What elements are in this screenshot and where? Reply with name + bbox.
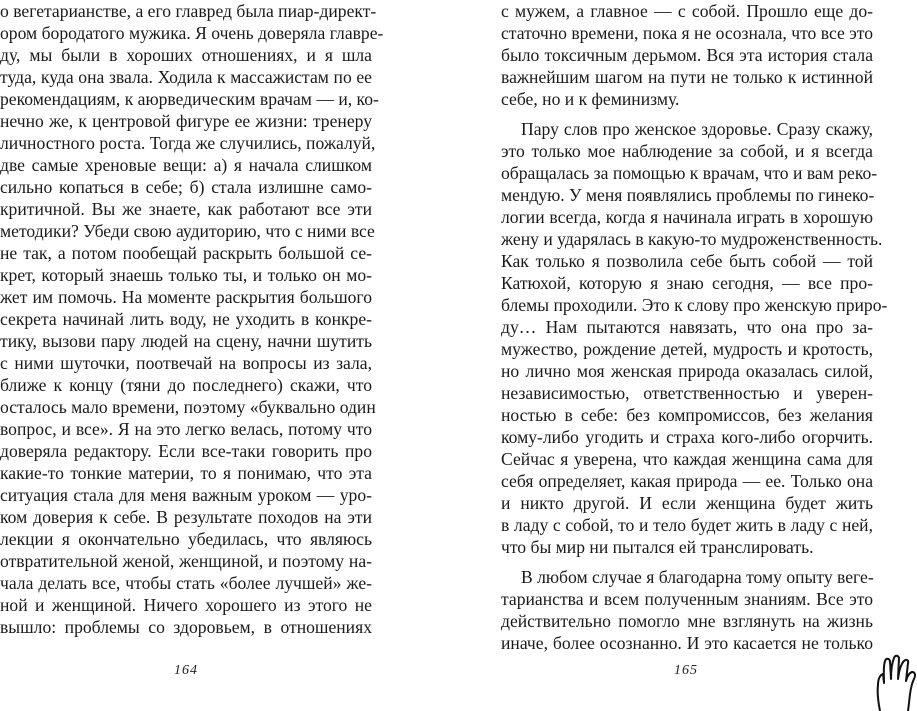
right-line-10: логии всегда, когда я начинала играть в хорошую — [501, 207, 873, 227]
left-line-4: туда, куда она звала. Ходила к массажистам по ее — [0, 67, 372, 87]
right-line-22: себя определяет, какая природа — ее. Только она — [501, 471, 873, 491]
left-line-11: методики? Убеди свою аудиторию, что с ними все — [0, 221, 375, 241]
right-line-6: Пару слов про женское здоровье. Сразу скажу, — [521, 119, 873, 139]
left-line-1: о вегетарианстве, а его главред была пиар-директ- — [0, 1, 377, 21]
page-number-left: 164 — [174, 663, 198, 678]
left-line-29: вышло: проблемы со здоровьем, в отношениях — [0, 617, 372, 637]
right-line-11: жену и ударялась в какую-то мудроженственность. — [501, 229, 883, 249]
left-line-13: крет, который знаешь только ты, и только он мо- — [0, 265, 372, 285]
left-line-19: осталось мало времени, поэтому «буквально один — [0, 397, 376, 417]
left-line-18: ближе к концу (тяни до последнего) скажи, что — [0, 375, 372, 395]
left-line-9: сильно копаться в себе; б) стала излишне само- — [0, 177, 372, 197]
right-line-2: статочно времени, пока я не осознала, что все это — [501, 23, 873, 43]
right-line-15: ду… Нам пытаются навязать, что она про за- — [501, 317, 873, 337]
right-line-14: блемы проходили. Это к слову про женскую приро- — [501, 295, 888, 315]
right-line-9: мендую. У меня появлялись проблемы по гинеко- — [501, 185, 875, 205]
right-line-13: Катюхой, которую я знаю сегодня, — все про- — [501, 273, 873, 293]
right-line-12: Как только я позволила себе быть собой — той — [501, 251, 873, 271]
right-line-27: тарианства и всем полученным знаниям. Все это — [501, 589, 873, 609]
left-line-27: чала делать все, чтобы стать «более лучшей» же- — [0, 573, 372, 593]
right-line-1: с мужем, а главное — с собой. Прошло еще до- — [501, 1, 873, 21]
left-line-17: с ними шуточки, поотвечай на вопросы из зала, — [0, 353, 372, 373]
right-line-4: важнейшим шагом на пути не только к истинной — [501, 67, 873, 87]
right-line-21: Сейчас я уверена, что каждая женщина сама для — [501, 449, 873, 469]
left-line-28: ной и женщиной. Ничего хорошего из этого не — [0, 595, 372, 615]
right-line-20: кому-либо угодить и страха кого-либо огорчить. — [501, 427, 873, 447]
right-line-17: но лично моя женская природа оказалась силой, — [501, 361, 873, 381]
right-line-5: себе, но и к феминизму. — [501, 89, 680, 109]
right-line-3: было токсичным дерьмом. Вся эта история стала — [501, 45, 873, 65]
right-line-26: В любом случае я благодарна тому опыту веге- — [521, 567, 874, 587]
left-line-23: ситуация стала для меня важным уроком — уро- — [0, 485, 372, 505]
right-line-25: что бы мир ни пытался ей транслировать. — [501, 537, 814, 557]
left-line-14: жет им помочь. На моменте раскрытия большого — [0, 287, 372, 307]
left-line-5: рекомендациям, к аюрведическим врачам — и, ко- — [0, 89, 379, 109]
left-line-7: личностного роста. Тогда же случились, пожалуй, — [0, 133, 376, 153]
left-line-2: ором бородатого мужика. Я очень доверяла главре- — [0, 23, 384, 43]
left-line-21: доверяла редактору. Если все-таки говорить про — [0, 441, 372, 461]
page-number-right: 165 — [674, 663, 698, 678]
right-line-16: мужество, рождение детей, мудрость и кротость, — [501, 339, 873, 359]
left-line-25: лекции я окончательно убедилась, что являюсь — [0, 529, 372, 549]
left-line-22: какие-то тонкие материи, то я понимаю, что эта — [0, 463, 372, 483]
right-line-28: действительно помогло мне взглянуть на жизнь — [501, 611, 873, 631]
left-line-6: нечно же, к центровой фигуре ее жизни: тренеру — [0, 111, 372, 131]
left-line-10: критичной. Вы же знаете, как работают все эти — [0, 199, 372, 219]
right-line-23: и никто другой. И если женщина будет жить — [501, 493, 873, 513]
right-line-24: в ладу с собой, то и тело будет жить в ладу с ней, — [501, 515, 873, 535]
left-line-24: ком доверия к себе. В результате походов на эти — [0, 507, 372, 527]
left-line-20: вопрос, и все». Я на это легко велась, потому что — [0, 419, 372, 439]
left-line-15: секрета начинай лить воду, не уходить в конкре- — [0, 309, 372, 329]
left-line-12: не так, а потом пообещай раскрыть большой се- — [0, 243, 372, 263]
right-line-19: ностью в себе: без компромиссов, без желания — [501, 405, 873, 425]
right-line-29: иначе, более осознанно. И это касается не только — [501, 633, 873, 653]
left-line-8: две самые хреновые вещи: а) я начала слишком — [0, 155, 372, 175]
hand-drawing-icon — [874, 653, 917, 711]
left-line-26: отвратительной женой, женщиной, и поэтому на- — [0, 551, 372, 571]
right-line-8: обращалась за помощью к врачам, что и вам реко- — [501, 163, 878, 183]
right-line-7: это только мое наблюдение за собой, и я всегда — [501, 141, 873, 161]
right-line-18: независимостью, ответственностью и уверен- — [501, 383, 873, 403]
left-line-16: тику, вызови пару людей на сцену, начни шутить — [0, 331, 372, 351]
left-line-3: ду, мы были в хороших отношениях, и я шла — [0, 45, 372, 65]
